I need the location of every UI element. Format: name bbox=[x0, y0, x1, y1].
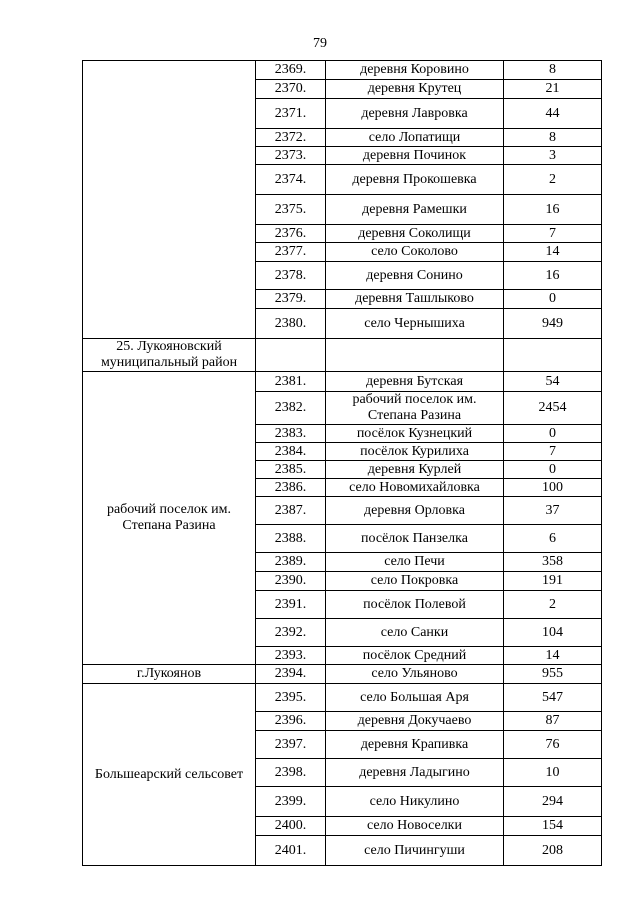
settlement-name: село Лопатищи bbox=[326, 129, 504, 147]
settlement-name: посёлок Панзелка bbox=[326, 525, 504, 553]
settlement-name: посёлок Кузнецкий bbox=[326, 425, 504, 443]
population-count: 16 bbox=[504, 262, 602, 290]
table-row bbox=[83, 684, 602, 712]
population-count: 14 bbox=[504, 647, 602, 665]
row-number: 2397. bbox=[256, 731, 326, 759]
row-number: 2371. bbox=[256, 99, 326, 129]
row-number: 2379. bbox=[256, 290, 326, 309]
settlement-name: село Чернышиха bbox=[326, 309, 504, 339]
row-number: 2375. bbox=[256, 195, 326, 225]
population-count: 547 bbox=[504, 684, 602, 712]
population-count: 104 bbox=[504, 619, 602, 647]
row-number: 2401. bbox=[256, 836, 326, 866]
row-number: 2380. bbox=[256, 309, 326, 339]
settlement-name: посёлок Средний bbox=[326, 647, 504, 665]
population-count: 154 bbox=[504, 817, 602, 836]
population-count: 8 bbox=[504, 61, 602, 80]
row-number: 2396. bbox=[256, 712, 326, 731]
row-number: 2382. bbox=[256, 392, 326, 425]
settlement-name: деревня Коровино bbox=[326, 61, 504, 80]
empty-cell bbox=[256, 339, 326, 372]
settlement-name: деревня Бутская bbox=[326, 372, 504, 392]
table-row bbox=[83, 372, 602, 392]
population-count: 2454 bbox=[504, 392, 602, 425]
settlement-name: рабочий поселок им. Степана Разина bbox=[326, 392, 504, 425]
row-number: 2383. bbox=[256, 425, 326, 443]
population-count: 87 bbox=[504, 712, 602, 731]
settlement-name: деревня Соколищи bbox=[326, 225, 504, 243]
population-count: 37 bbox=[504, 497, 602, 525]
page-number: 79 bbox=[313, 36, 327, 51]
population-count: 2 bbox=[504, 591, 602, 619]
settlement-name: посёлок Курилиха bbox=[326, 443, 504, 461]
population-count: 294 bbox=[504, 787, 602, 817]
group-cell-empty bbox=[83, 61, 256, 339]
settlement-name: деревня Лавровка bbox=[326, 99, 504, 129]
table-row bbox=[83, 61, 602, 80]
population-count: 16 bbox=[504, 195, 602, 225]
settlement-name: деревня Докучаево bbox=[326, 712, 504, 731]
row-number: 2400. bbox=[256, 817, 326, 836]
district-header-row bbox=[83, 339, 602, 372]
table-row bbox=[83, 665, 602, 684]
row-number: 2386. bbox=[256, 479, 326, 497]
settlement-name: деревня Рамешки bbox=[326, 195, 504, 225]
settlement-name: село Ульяново bbox=[326, 665, 504, 684]
settlement-name: село Новоселки bbox=[326, 817, 504, 836]
row-number: 2394. bbox=[256, 665, 326, 684]
settlement-name: деревня Орловка bbox=[326, 497, 504, 525]
row-number: 2385. bbox=[256, 461, 326, 479]
row-number: 2387. bbox=[256, 497, 326, 525]
settlement-name: село Покровка bbox=[326, 572, 504, 591]
settlement-name: село Никулино bbox=[326, 787, 504, 817]
row-number: 2372. bbox=[256, 129, 326, 147]
district-header: 25. Лукояновский муниципальный район bbox=[83, 339, 256, 372]
population-count: 54 bbox=[504, 372, 602, 392]
row-number: 2388. bbox=[256, 525, 326, 553]
population-count: 191 bbox=[504, 572, 602, 591]
row-number: 2377. bbox=[256, 243, 326, 262]
population-count: 44 bbox=[504, 99, 602, 129]
settlements-table bbox=[82, 60, 602, 866]
population-count: 208 bbox=[504, 836, 602, 866]
population-count: 8 bbox=[504, 129, 602, 147]
settlement-name: деревня Починок bbox=[326, 147, 504, 165]
population-count: 76 bbox=[504, 731, 602, 759]
settlement-name: село Соколово bbox=[326, 243, 504, 262]
row-number: 2391. bbox=[256, 591, 326, 619]
group-cell: г.Лукоянов bbox=[83, 665, 256, 684]
row-number: 2395. bbox=[256, 684, 326, 712]
population-count: 0 bbox=[504, 425, 602, 443]
settlement-name: деревня Ташлыково bbox=[326, 290, 504, 309]
row-number: 2370. bbox=[256, 80, 326, 99]
row-number: 2393. bbox=[256, 647, 326, 665]
group-cell: рабочий поселок им. Степана Разина bbox=[83, 372, 256, 665]
settlement-name: деревня Крутец bbox=[326, 80, 504, 99]
settlement-name: село Санки bbox=[326, 619, 504, 647]
row-number: 2399. bbox=[256, 787, 326, 817]
population-count: 10 bbox=[504, 759, 602, 787]
population-count: 0 bbox=[504, 290, 602, 309]
row-number: 2374. bbox=[256, 165, 326, 195]
population-count: 6 bbox=[504, 525, 602, 553]
population-count: 358 bbox=[504, 553, 602, 572]
settlement-name: село Печи bbox=[326, 553, 504, 572]
population-count: 14 bbox=[504, 243, 602, 262]
settlement-name: деревня Ладыгино bbox=[326, 759, 504, 787]
population-count: 21 bbox=[504, 80, 602, 99]
row-number: 2373. bbox=[256, 147, 326, 165]
group-cell: Большеарский сельсовет bbox=[83, 684, 256, 866]
settlement-name: село Новомихайловка bbox=[326, 479, 504, 497]
row-number: 2384. bbox=[256, 443, 326, 461]
population-count: 7 bbox=[504, 443, 602, 461]
row-number: 2392. bbox=[256, 619, 326, 647]
row-number: 2378. bbox=[256, 262, 326, 290]
population-count: 949 bbox=[504, 309, 602, 339]
row-number: 2389. bbox=[256, 553, 326, 572]
row-number: 2390. bbox=[256, 572, 326, 591]
population-count: 2 bbox=[504, 165, 602, 195]
empty-cell bbox=[326, 339, 504, 372]
row-number: 2398. bbox=[256, 759, 326, 787]
row-number: 2369. bbox=[256, 61, 326, 80]
empty-cell bbox=[504, 339, 602, 372]
settlement-name: деревня Сонино bbox=[326, 262, 504, 290]
population-count: 0 bbox=[504, 461, 602, 479]
population-count: 100 bbox=[504, 479, 602, 497]
row-number: 2381. bbox=[256, 372, 326, 392]
population-count: 3 bbox=[504, 147, 602, 165]
settlement-name: деревня Прокошевка bbox=[326, 165, 504, 195]
settlement-name: посёлок Полевой bbox=[326, 591, 504, 619]
settlement-name: село Пичингуши bbox=[326, 836, 504, 866]
settlement-name: деревня Курлей bbox=[326, 461, 504, 479]
settlement-name: деревня Крапивка bbox=[326, 731, 504, 759]
population-count: 7 bbox=[504, 225, 602, 243]
row-number: 2376. bbox=[256, 225, 326, 243]
population-count: 955 bbox=[504, 665, 602, 684]
settlement-name: село Большая Аря bbox=[326, 684, 504, 712]
